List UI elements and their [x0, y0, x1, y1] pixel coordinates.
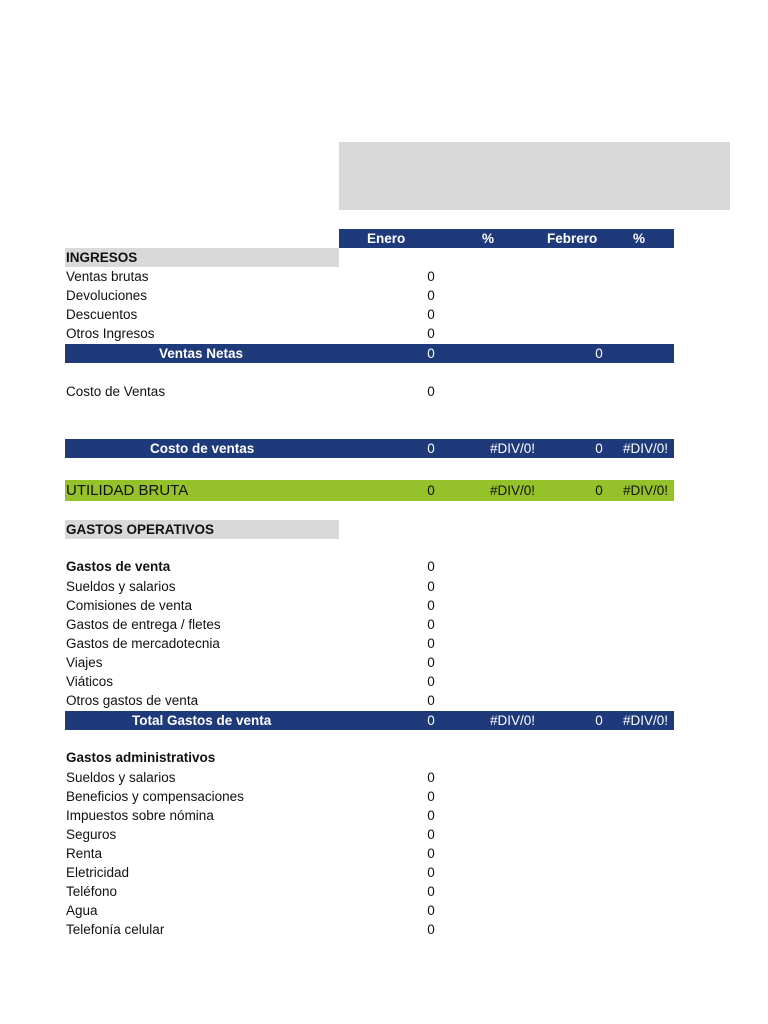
ventas-netas-enero: 0 — [427, 346, 435, 361]
section-ingresos — [65, 248, 339, 267]
total-gv-enero: 0 — [427, 713, 435, 728]
row-label: Eletricidad — [66, 865, 130, 880]
row-label: Seguros — [66, 827, 117, 842]
row-label: Impuestos sobre nómina — [66, 808, 214, 823]
total-gastos-venta-bar — [65, 711, 674, 730]
gastos-admin-title: Gastos administrativos — [66, 750, 216, 765]
row-value: 0 — [427, 770, 435, 785]
utilidad-bruta-label: UTILIDAD BRUTA — [66, 482, 189, 499]
ventas-netas-bar — [65, 344, 674, 363]
row-label: Gastos de entrega / fletes — [66, 617, 221, 632]
row-label: Sueldos y salarios — [66, 579, 176, 594]
row-value: 0 — [427, 288, 435, 303]
ventas-netas-febrero: 0 — [595, 346, 603, 361]
gastos-venta-title: Gastos de venta — [66, 559, 171, 574]
row-value: 0 — [427, 884, 435, 899]
row-value: 0 — [427, 827, 435, 842]
row-value: 0 — [427, 674, 435, 689]
costo-total-pct1: #DIV/0! — [490, 441, 536, 456]
costo-total-pct2: #DIV/0! — [623, 441, 669, 456]
row-value: 0 — [427, 808, 435, 823]
row-value: 0 — [427, 326, 435, 341]
row-label: Renta — [66, 846, 103, 861]
costo-ventas-bar — [65, 439, 674, 458]
row-label: Viajes — [66, 655, 103, 670]
gastos-venta-title-value: 0 — [427, 559, 435, 574]
section-ingresos-title: INGRESOS — [66, 250, 138, 265]
row-label: Comisiones de venta — [66, 598, 193, 613]
row-label: Sueldos y salarios — [66, 770, 176, 785]
total-gv-pct1: #DIV/0! — [490, 713, 536, 728]
utilidad-pct2: #DIV/0! — [623, 483, 669, 498]
col-pct-2: % — [633, 231, 646, 246]
row-value: 0 — [427, 903, 435, 918]
row-value: 0 — [427, 598, 435, 613]
utilidad-febrero: 0 — [595, 483, 603, 498]
row-label: Devoluciones — [66, 288, 148, 303]
row-label: Telefonía celular — [66, 922, 165, 937]
col-febrero: Febrero — [547, 231, 598, 246]
row-value: 0 — [427, 789, 435, 804]
total-gastos-venta-label: Total Gastos de venta — [132, 713, 272, 728]
section-gastos-operativos — [65, 520, 339, 539]
row-value: 0 — [427, 617, 435, 632]
col-pct-1: % — [482, 231, 495, 246]
row-label: Descuentos — [66, 307, 138, 322]
row-value: 0 — [427, 922, 435, 937]
row-value: 0 — [427, 846, 435, 861]
row-label: Gastos de mercadotecnia — [66, 636, 220, 651]
utilidad-enero: 0 — [427, 483, 435, 498]
ventas-netas-label: Ventas Netas — [159, 346, 244, 361]
section-gastos-operativos-title: GASTOS OPERATIVOS — [66, 522, 215, 537]
costo-ventas-label: Costo de Ventas — [66, 384, 166, 399]
row-label: Ventas brutas — [66, 269, 149, 284]
row-value: 0 — [427, 693, 435, 708]
header-gray-block — [339, 142, 730, 210]
row-label: Beneficios y compensaciones — [66, 789, 244, 804]
row-value: 0 — [427, 307, 435, 322]
row-value: 0 — [427, 269, 435, 284]
costo-ventas-total-label: Costo de ventas — [150, 441, 255, 456]
row-label: Agua — [66, 903, 98, 918]
column-header-bar — [339, 229, 674, 248]
row-label: Otros gastos de venta — [66, 693, 199, 708]
row-value: 0 — [427, 865, 435, 880]
utilidad-pct1: #DIV/0! — [490, 483, 536, 498]
row-label: Viáticos — [66, 674, 114, 689]
total-gv-febrero: 0 — [595, 713, 603, 728]
costo-total-febrero: 0 — [595, 441, 603, 456]
col-enero: Enero — [367, 231, 406, 246]
costo-total-enero: 0 — [427, 441, 435, 456]
utilidad-bruta-bar — [65, 480, 674, 501]
row-value: 0 — [427, 579, 435, 594]
total-gv-pct2: #DIV/0! — [623, 713, 669, 728]
row-value: 0 — [427, 636, 435, 651]
row-label: Teléfono — [66, 884, 118, 899]
row-label: Otros Ingresos — [66, 326, 155, 341]
costo-ventas-value: 0 — [427, 384, 435, 399]
row-value: 0 — [427, 655, 435, 670]
